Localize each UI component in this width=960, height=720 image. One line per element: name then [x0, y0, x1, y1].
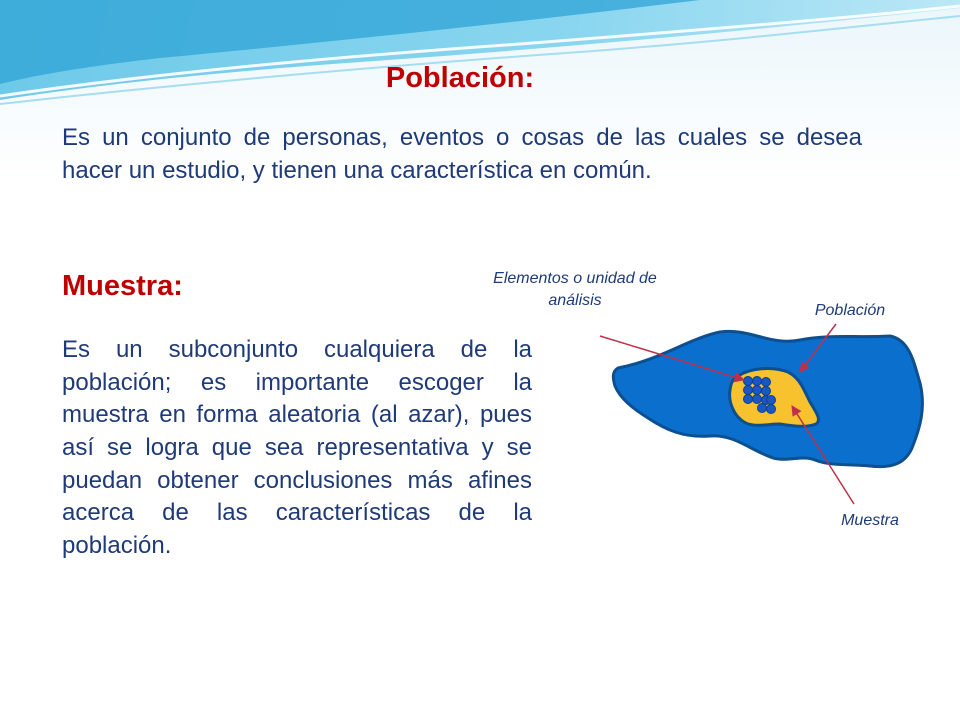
label-elementos: Elementos o unidad de análisis: [493, 270, 657, 310]
label-muestra: Muestra: [841, 512, 899, 529]
muestra-heading: Muestra:: [62, 270, 183, 302]
muestra-definition: Es un subconjunto cualquiera de la población; es importante escoger la muestra en forma aleatoria (al azar), pues así se logra que sea representativa y se puedan obtener conclusiones más afines acerca de las características de la población.: [62, 336, 532, 559]
label-poblacion: Población: [814, 302, 886, 319]
page-title: Población:: [385, 62, 535, 94]
poblacion-definition: Es un conjunto de personas, eventos o cosas de las cuales se desea hacer un estudio, y tienen una característica en común.: [62, 124, 862, 184]
population-sample-diagram: [470, 268, 940, 548]
